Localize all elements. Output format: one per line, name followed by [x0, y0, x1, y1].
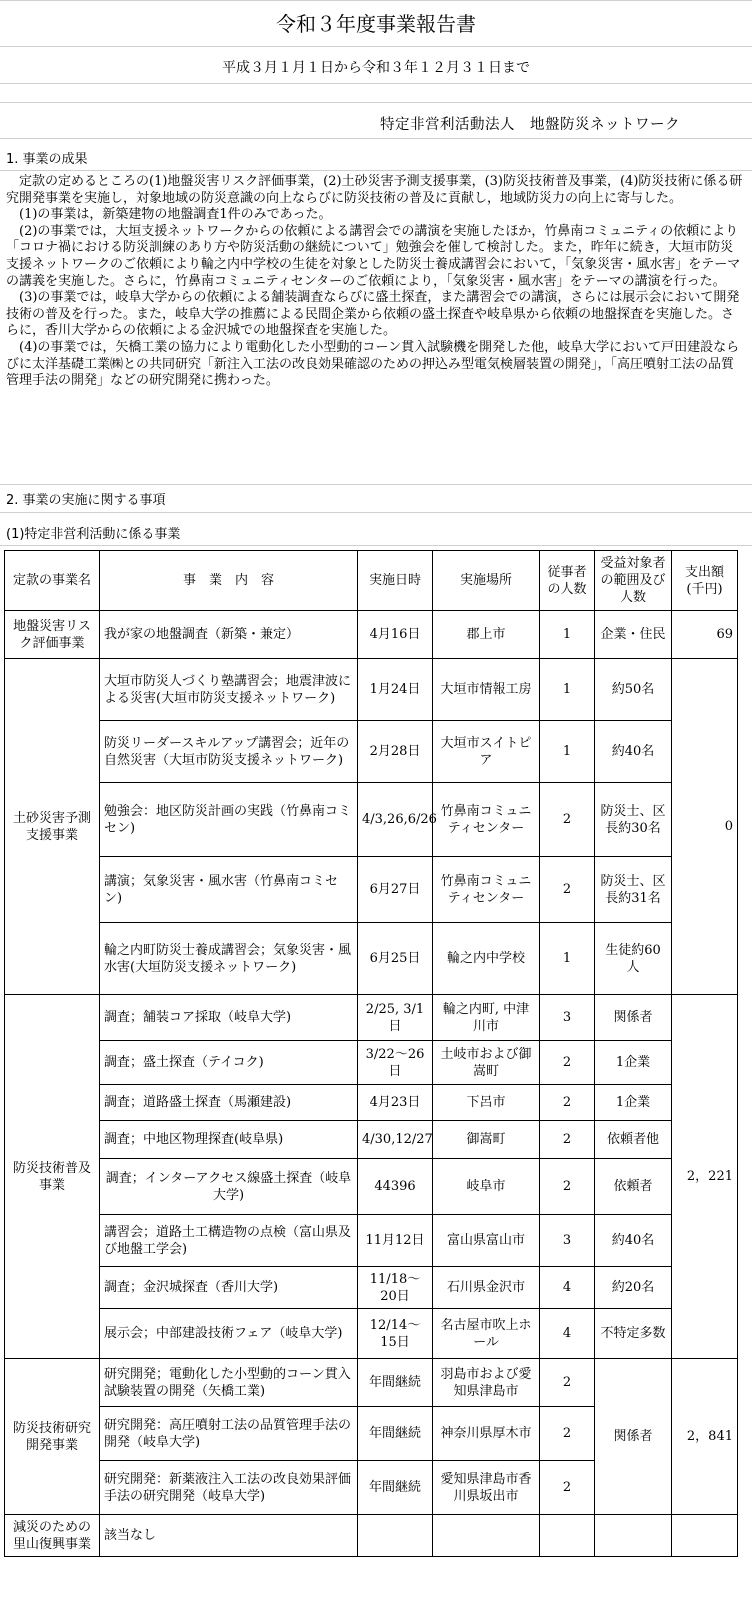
content-cell: 調査；道路盛土探査（馬瀬建設) — [100, 1085, 358, 1121]
staff-cell: 2 — [540, 1121, 595, 1159]
expense-cell: 2，841 — [672, 1359, 738, 1515]
table-row — [5, 923, 738, 995]
content-cell: 講演；気象災害・風水害（竹鼻南コミセン) — [100, 857, 358, 923]
date-cell: 6月25日 — [358, 923, 433, 995]
place-cell: 岐阜市 — [433, 1159, 540, 1215]
date-cell: 2月28日 — [358, 721, 433, 783]
staff-cell: 3 — [540, 1215, 595, 1267]
header-beneficiary: 受益対象者の範囲及び人数 — [595, 551, 672, 611]
content-cell: 調査；インターアクセス線盛土探査（岐阜大学) — [100, 1159, 358, 1215]
header-date: 実施日時 — [358, 551, 433, 611]
expense-cell: 0 — [672, 659, 738, 995]
place-cell: 土岐市および御嵩町 — [433, 1041, 540, 1085]
header-category: 定款の事業名 — [5, 551, 100, 611]
date-cell: 44396 — [358, 1159, 433, 1215]
staff-cell: 2 — [540, 1041, 595, 1085]
place-cell: 下呂市 — [433, 1085, 540, 1121]
content-cell: 調査；盛土探査（テイコク) — [100, 1041, 358, 1085]
place-cell: 大垣市スイトピア — [433, 721, 540, 783]
content-cell: 該当なし — [100, 1515, 358, 1557]
beneficiary-cell: 生徒約60人 — [595, 923, 672, 995]
staff-cell: 3 — [540, 995, 595, 1041]
staff-cell: 1 — [540, 659, 595, 721]
beneficiary-cell: 1企業 — [595, 1041, 672, 1085]
date-cell: 1月24日 — [358, 659, 433, 721]
staff-cell: 4 — [540, 1267, 595, 1309]
place-cell: 郡上市 — [433, 611, 540, 659]
staff-cell: 2 — [540, 857, 595, 923]
date-cell: 4月16日 — [358, 611, 433, 659]
place-cell: 羽島市および愛知県津島市 — [433, 1359, 540, 1407]
section1-heading: 1. 事業の成果 — [6, 152, 88, 167]
table-row — [5, 611, 738, 659]
place-cell: 竹鼻南コミュニティセンター — [433, 783, 540, 857]
report-title: 令和３年度事業報告書 — [276, 12, 476, 36]
section2-subheading: (1)特定非営利活動に係る事業 — [6, 527, 181, 542]
table-row — [5, 1215, 738, 1267]
beneficiary-cell: 約20名 — [595, 1267, 672, 1309]
category-cell: 防災技術研究開発事業 — [5, 1359, 100, 1515]
paragraph: (1)の事業は，新築建物の地盤調査1件のみであった。 — [6, 207, 332, 223]
date-cell: 年間継続 — [358, 1407, 433, 1461]
table-row — [5, 783, 738, 857]
date-cell: 2/25, 3/1日 — [358, 995, 433, 1041]
expense-cell: 69 — [672, 611, 738, 659]
content-cell: 輪之内町防災士養成講習会；気象災害・風水害(大垣防災支援ネットワーク) — [100, 923, 358, 995]
date-cell: 11/18～20日 — [358, 1267, 433, 1309]
content-cell: 調査；舗装コア採取（岐阜大学) — [100, 995, 358, 1041]
date-cell: 12/14～15日 — [358, 1309, 433, 1359]
report-period: 平成３月１月１日から令和３年１２月３１日まで — [222, 60, 530, 76]
date-cell: 11月12日 — [358, 1215, 433, 1267]
paragraph: (2)の事業では，大垣支援ネットワークからの依頼による講習会での講演を実施したほか，竹鼻南コミュニティの依頼により「コロナ禍における防災訓練のあり方や防災活動の継続について」勉強会を催して検討した。また，昨年に続き，大垣市防災支援ネットワークのご依頼により輪之内中学校の生徒を対象とした防災士養成講習会において，「気象災害・風水害」をテーマの講義を実施した。さらに，竹鼻南コミュニティセンターのご依頼により，「気象災害・風水害」をテーマの講演を行った。 — [6, 223, 741, 289]
table-row — [5, 1121, 738, 1159]
staff-cell: 2 — [540, 1407, 595, 1461]
place-cell: 石川県金沢市 — [433, 1267, 540, 1309]
content-cell: 勉強会：地区防災計画の実践（竹鼻南コミセン) — [100, 783, 358, 857]
content-cell: 防災リーダースキルアップ講習会；近年の自然災害（大垣市防災支援ネットワーク) — [100, 721, 358, 783]
staff-cell: 2 — [540, 1461, 595, 1515]
header-expense: 支出額(千円) — [672, 551, 738, 611]
content-cell: 調査；中地区物理探査(岐阜県) — [100, 1121, 358, 1159]
table-row — [5, 1041, 738, 1085]
paragraph: (3)の事業では，岐阜大学からの依頼による舗装調査ならびに盛土探査，また講習会での講演，さらには展示会において開発技術の普及を行った。また，岐阜大学の推薦による民間企業から依頼の盛土探査や岐阜県から依頼の地盤探査を実施した。さらに，香川大学からの依頼による金沢城での地盤探査を実施した。 — [6, 290, 740, 339]
category-cell: 土砂災害予測支援事業 — [5, 659, 100, 995]
section1-body — [6, 174, 744, 390]
staff-cell: 1 — [540, 611, 595, 659]
table-row — [5, 1267, 738, 1309]
place-cell: 名古屋市吹上ホール — [433, 1309, 540, 1359]
paragraph: (4)の事業では，矢橋工業の協力により電動化した小型動的コーン貫入試験機を開発した他，岐阜大学において戸田建設ならびに太洋基礎工業㈱との共同研究「新注入工法の改良効果確認のための押込み型電気検層装置の開発」，「高圧噴射工法の品質管理手法の開発」などの研究開発に携わった。 — [6, 339, 740, 389]
staff-cell: 4 — [540, 1309, 595, 1359]
beneficiary-cell: 企業・住民 — [595, 611, 672, 659]
content-cell: 調査；金沢城探査（香川大学) — [100, 1267, 358, 1309]
staff-cell: 2 — [540, 783, 595, 857]
table-row — [5, 1309, 738, 1359]
table-row — [5, 857, 738, 923]
staff-cell: 2 — [540, 1085, 595, 1121]
table-row — [5, 1515, 738, 1557]
staff-cell: 1 — [540, 721, 595, 783]
category-cell: 防災技術普及事業 — [5, 995, 100, 1359]
staff-cell: 2 — [540, 1159, 595, 1215]
table-header-row — [5, 551, 738, 611]
table-row — [5, 721, 738, 783]
content-cell: 講習会；道路土工構造物の点検（富山県及び地盤工学会) — [100, 1215, 358, 1267]
place-cell: 愛知県津島市香川県坂出市 — [433, 1461, 540, 1515]
beneficiary-cell: 依頼者 — [595, 1159, 672, 1215]
place-cell: 御嵩町 — [433, 1121, 540, 1159]
table-row — [5, 1159, 738, 1215]
table-row — [5, 1359, 738, 1407]
content-cell: 我が家の地盤調査（新築・兼定） — [100, 611, 358, 659]
content-cell: 研究開発；電動化した小型動的コーン貫入試験装置の開発（矢橋工業) — [100, 1359, 358, 1407]
date-cell: 3/22～26日 — [358, 1041, 433, 1085]
staff-cell: 1 — [540, 923, 595, 995]
beneficiary-cell: 不特定多数 — [595, 1309, 672, 1359]
beneficiary-cell: 約50名 — [595, 659, 672, 721]
beneficiary-cell: 防災士、区長約31名 — [595, 857, 672, 923]
content-cell: 研究開発：新薬液注入工法の改良効果評価手法の研究開発（岐阜大学) — [100, 1461, 358, 1515]
table-row — [5, 995, 738, 1041]
date-cell: 4月23日 — [358, 1085, 433, 1121]
table-row — [5, 1085, 738, 1121]
organization-name: 特定非営利活動法人 地盤防災ネットワーク — [380, 117, 680, 133]
beneficiary-cell: 1企業 — [595, 1085, 672, 1121]
date-cell: 年間継続 — [358, 1359, 433, 1407]
beneficiary-cell: 関係者 — [595, 1359, 672, 1515]
place-cell: 神奈川県厚木市 — [433, 1407, 540, 1461]
place-cell: 竹鼻南コミュニティセンター — [433, 857, 540, 923]
header-staff: 従事者の人数 — [540, 551, 595, 611]
paragraph: 定款の定めるところの(1)地盤災害リスク評価事業，(2)土砂災害予測支援事業，(3)防災技術普及事業，(4)防災技術に係る研究開発事業を実施し，対象地域の防災意識の向上ならびに防災技術の普及に貢献し，地域防災力の向上に寄与した。 — [6, 174, 743, 206]
header-content: 事 業 内 容 — [100, 551, 358, 611]
content-cell: 大垣市防災人づくり塾講習会；地震津波による災害(大垣市防災支援ネットワーク) — [100, 659, 358, 721]
header-place: 実施場所 — [433, 551, 540, 611]
section2-heading: 2. 事業の実施に関する事項 — [6, 493, 166, 508]
date-cell: 4/30,12/27 — [358, 1121, 433, 1159]
place-cell: 大垣市情報工房 — [433, 659, 540, 721]
place-cell: 輪之内中学校 — [433, 923, 540, 995]
table-row — [5, 659, 738, 721]
place-cell: 輪之内町, 中津川市 — [433, 995, 540, 1041]
date-cell: 4/3,26,6/26 — [358, 783, 433, 857]
beneficiary-cell: 依頼者他 — [595, 1121, 672, 1159]
expense-cell: 2，221 — [672, 995, 738, 1359]
beneficiary-cell: 約40名 — [595, 721, 672, 783]
place-cell: 富山県富山市 — [433, 1215, 540, 1267]
beneficiary-cell: 約40名 — [595, 1215, 672, 1267]
content-cell: 展示会；中部建設技術フェア（岐阜大学) — [100, 1309, 358, 1359]
content-cell: 研究開発：高圧噴射工法の品質管理手法の開発（岐阜大学) — [100, 1407, 358, 1461]
beneficiary-cell: 防災士、区長約30名 — [595, 783, 672, 857]
activity-table — [4, 550, 738, 1557]
category-cell: 地盤災害リスク評価事業 — [5, 611, 100, 659]
category-cell: 減災のための里山復興事業 — [5, 1515, 100, 1557]
staff-cell: 2 — [540, 1359, 595, 1407]
date-cell: 6月27日 — [358, 857, 433, 923]
beneficiary-cell: 関係者 — [595, 995, 672, 1041]
date-cell: 年間継続 — [358, 1461, 433, 1515]
